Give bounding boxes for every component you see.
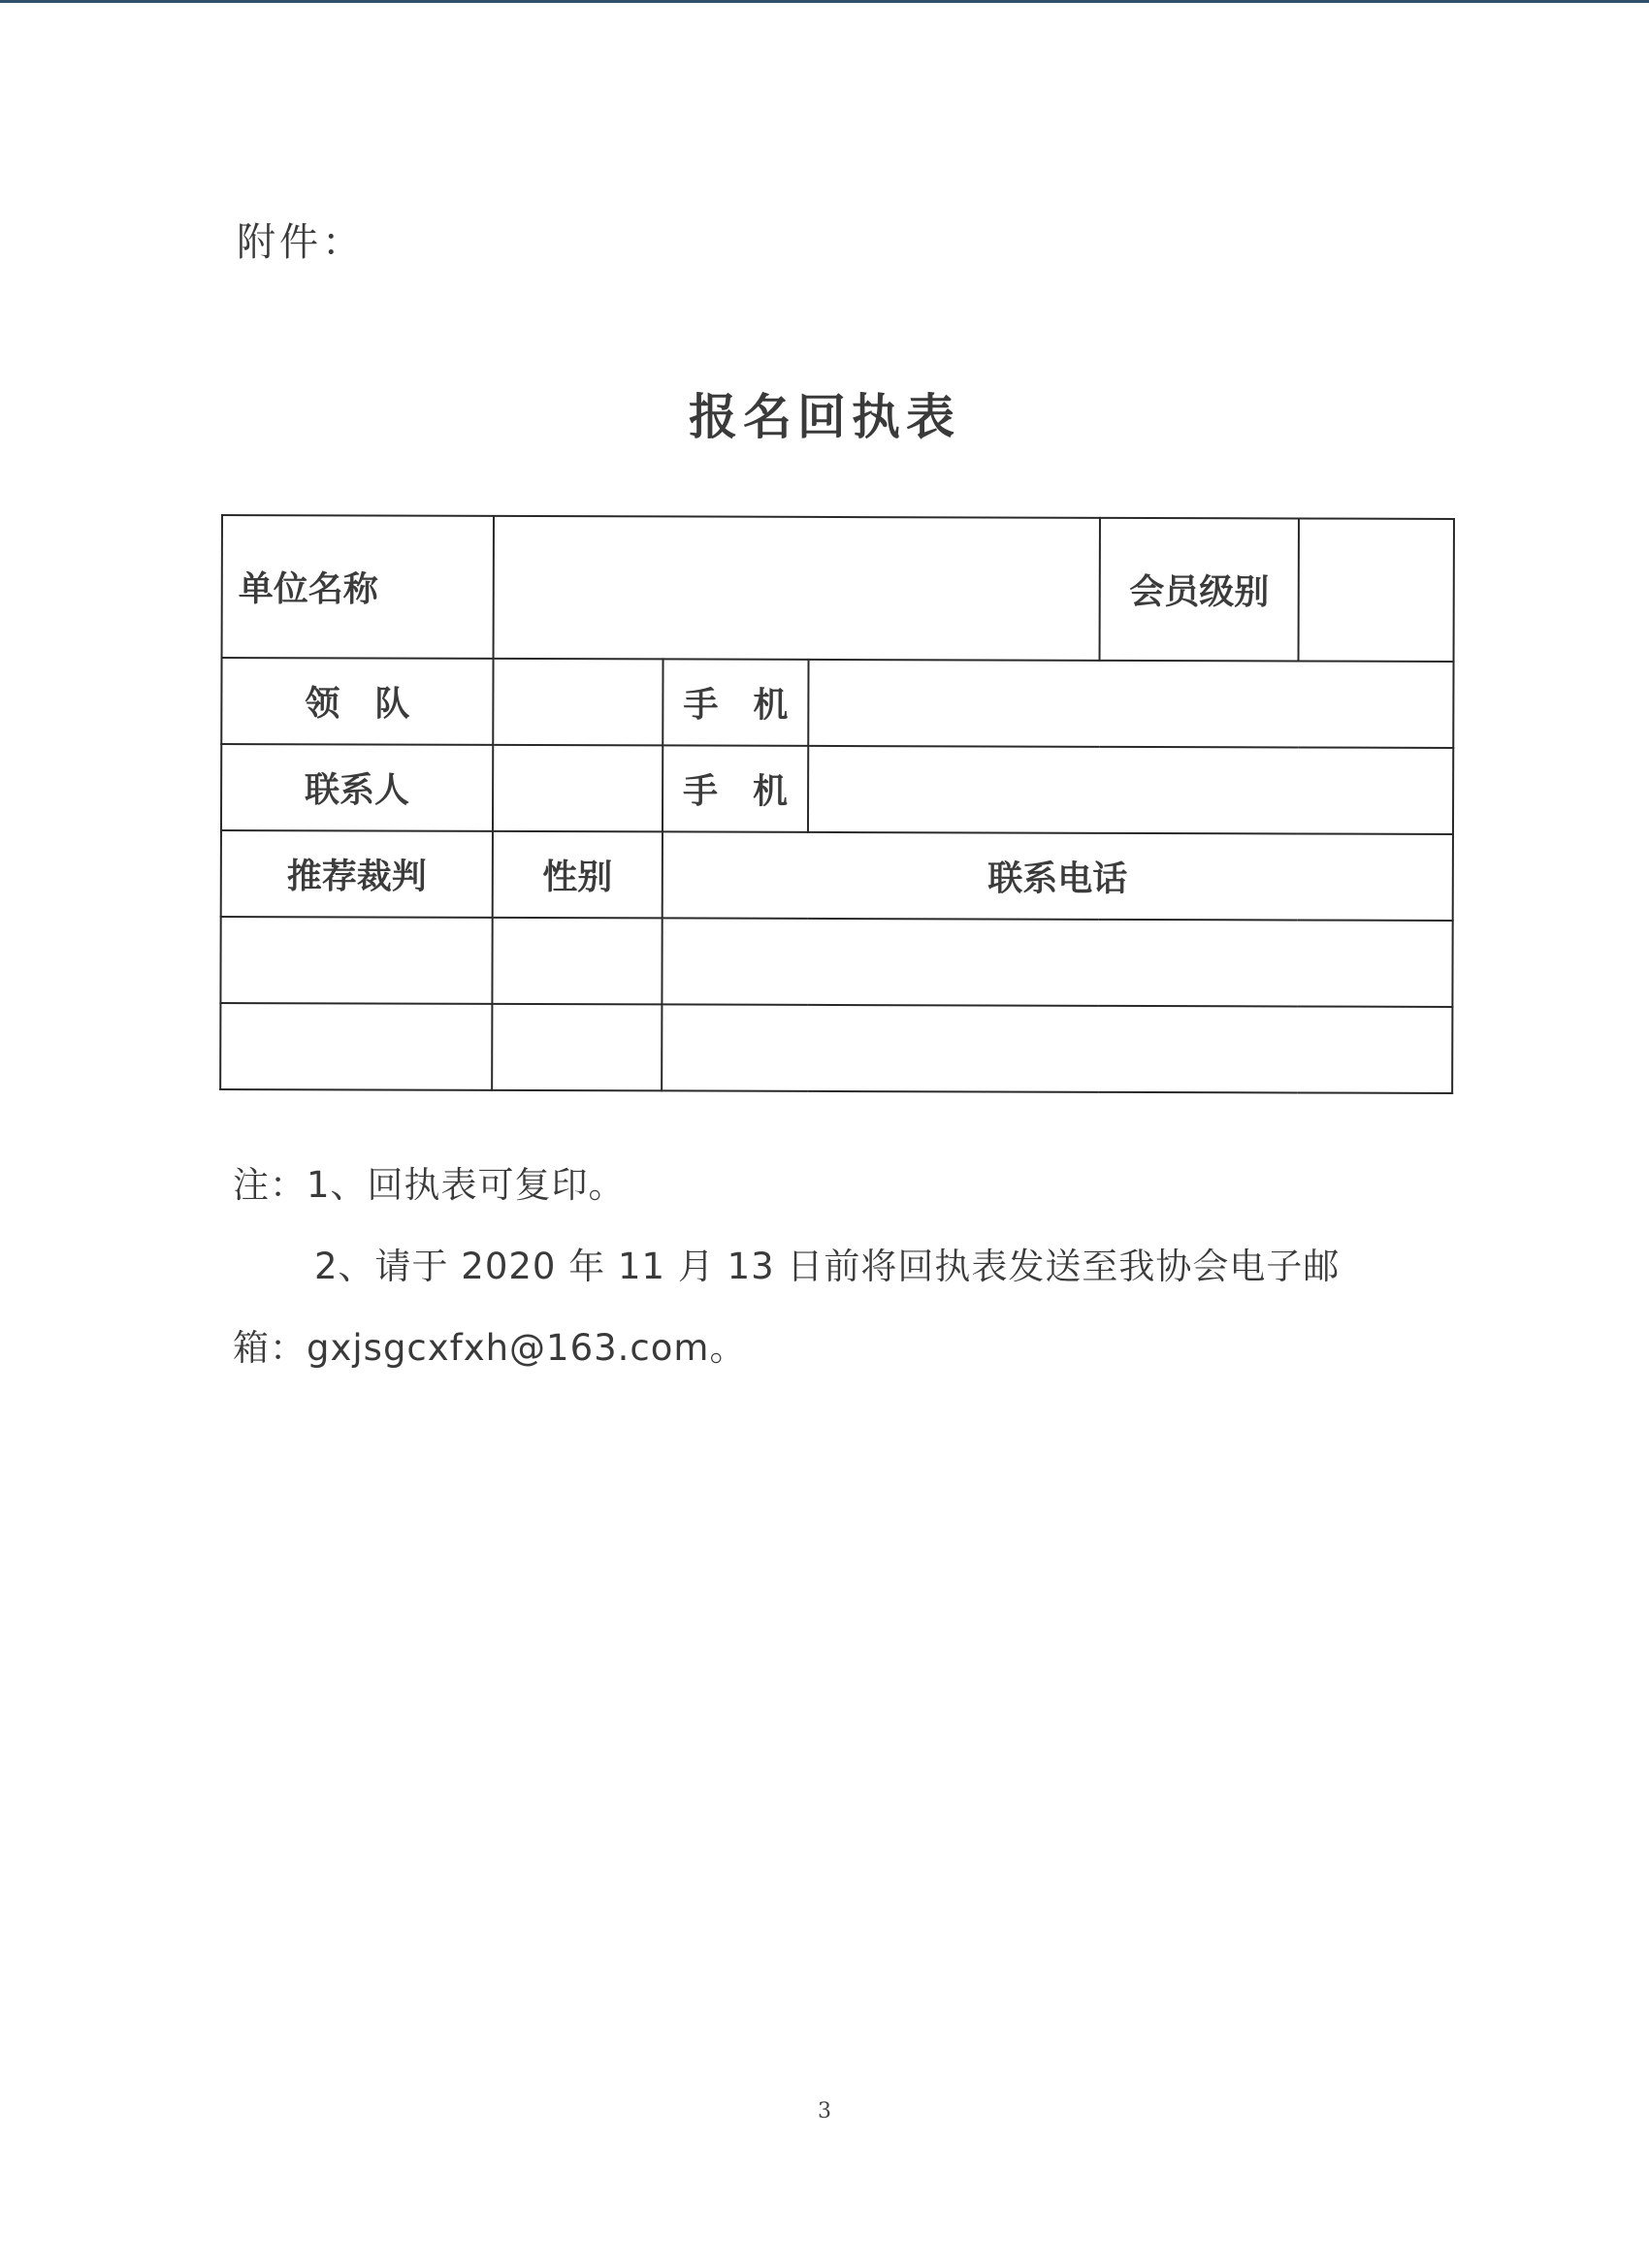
mobile-cell-2[interactable] bbox=[808, 746, 1453, 834]
table-row-referee bbox=[220, 1003, 1452, 1093]
contact-cell[interactable] bbox=[493, 745, 663, 832]
table-row-referee bbox=[220, 917, 1452, 1007]
team-leader-cell[interactable] bbox=[493, 659, 663, 746]
referee-cell[interactable] bbox=[220, 917, 492, 1004]
attachment-label: 附件： bbox=[237, 220, 365, 265]
note-2-line-1: 2、请于 2020 年 11 月 13 日前将回执表发送至我协会电子邮 bbox=[314, 1246, 1341, 1287]
notes-section bbox=[233, 1145, 1455, 1389]
note-2-line-2: 箱：gxjsgcxfxh@163.com。 bbox=[233, 1327, 747, 1369]
phone-header: 联系电话 bbox=[663, 831, 1453, 921]
referee-header: 推荐裁判 bbox=[221, 830, 493, 918]
gender-cell[interactable] bbox=[492, 1004, 662, 1091]
table-row-team-leader bbox=[221, 658, 1453, 748]
member-level-label: 会员级别 bbox=[1100, 518, 1299, 662]
table-row-unit bbox=[222, 515, 1454, 662]
form-title: 报名回执表 bbox=[689, 389, 960, 445]
registration-table bbox=[219, 514, 1455, 1094]
team-leader-label: 领 队 bbox=[221, 658, 493, 745]
phone-cell[interactable] bbox=[662, 1004, 1452, 1093]
mobile-label-1: 手 机 bbox=[663, 659, 808, 745]
gender-cell[interactable] bbox=[492, 918, 662, 1005]
contact-label: 联系人 bbox=[221, 744, 493, 831]
referee-cell[interactable] bbox=[220, 1003, 492, 1090]
gender-header: 性别 bbox=[493, 831, 663, 919]
phone-cell[interactable] bbox=[662, 918, 1452, 1007]
mobile-label-2: 手 机 bbox=[663, 745, 808, 831]
member-level-cell[interactable] bbox=[1299, 518, 1454, 662]
page-number: 3 bbox=[818, 2099, 831, 2123]
mobile-cell-1[interactable] bbox=[808, 660, 1453, 748]
table-row-contact bbox=[221, 744, 1453, 834]
unit-name-cell[interactable] bbox=[494, 516, 1100, 661]
note-1: 注：1、回执表可复印。 bbox=[233, 1164, 626, 1206]
table-row-referee-header bbox=[221, 830, 1453, 921]
unit-name-label: 单位名称 bbox=[222, 515, 494, 659]
scan-top-edge bbox=[0, 0, 1649, 3]
